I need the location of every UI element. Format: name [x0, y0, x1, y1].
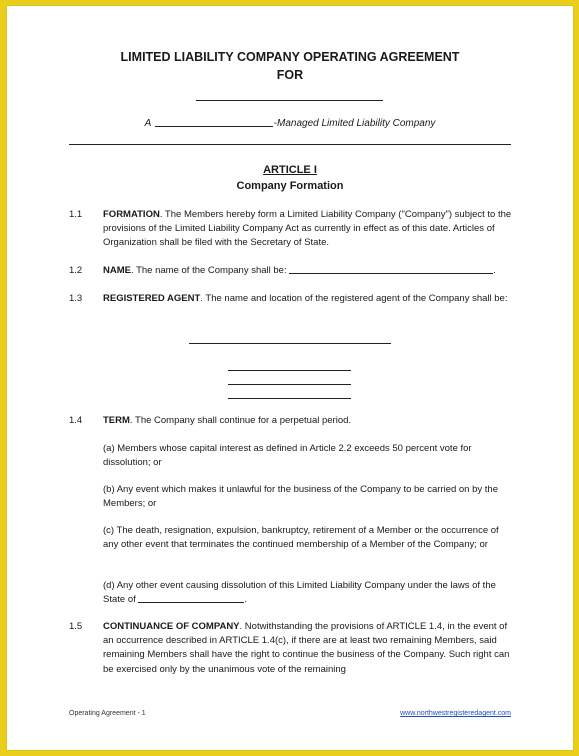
subtitle-prefix: A	[144, 118, 151, 129]
section-text: . The Company shall continue for a perpetual period.	[129, 415, 352, 426]
footer-page-label: Operating Agreement - 1	[69, 710, 146, 717]
agent-address-line	[228, 398, 351, 399]
section-name	[103, 264, 513, 278]
term-item-b: (b) Any event which makes it unlawful for the business of the Company to be carried on by the Members; or	[103, 484, 498, 510]
section-number: 1.2	[69, 265, 83, 276]
section-term	[103, 414, 513, 428]
section-heading: TERM	[103, 415, 130, 426]
article-title: ARTICLE I	[263, 164, 317, 176]
section-heading: NAME	[103, 265, 131, 276]
section-heading: REGISTERED AGENT	[103, 293, 201, 304]
company-name-blank	[196, 100, 383, 101]
section-formation	[103, 208, 513, 251]
term-item-d	[103, 579, 513, 607]
term-item-d-text: (d) Any other event causing dissolution of this Limited Liability Company under the laws of the State of	[103, 580, 496, 606]
section-heading: FORMATION	[103, 209, 160, 220]
subtitle-suffix: -Managed Limited Liability Company	[273, 118, 436, 129]
section-text: . The name of the Company shall be:	[130, 265, 287, 276]
document-subtitle	[7, 118, 573, 129]
section-heading: CONTINUANCE OF COMPANY	[103, 621, 240, 632]
section-number: 1.4	[69, 415, 83, 426]
agent-name-line	[189, 343, 391, 344]
section-text: . The name and location of the registered agent of the Company shall be:	[200, 293, 508, 304]
section-number: 1.3	[69, 293, 83, 304]
document-title-for: FOR	[276, 68, 304, 82]
document-page	[7, 6, 573, 750]
company-name-field	[289, 273, 493, 274]
section-end: .	[493, 265, 496, 276]
term-item-c: (c) The death, resignation, expulsion, bankruptcy, retirement of a Member or the occurrence of any other event that terminates the continued membership of a Member of the Company; or	[103, 525, 499, 551]
section-text: . The Members hereby form a Limited Liability Company ("Company") subject to the provisions of the Limited Liability Company Act as currently in effect as of this date. Articles of Organization shall be filed with the Secretary of State.	[103, 209, 512, 249]
article-subtitle: Company Formation	[236, 180, 344, 192]
header-divider	[69, 144, 511, 145]
section-number: 1.5	[69, 621, 83, 632]
term-item-d-end: .	[244, 594, 248, 606]
section-text: . Notwithstanding the provisions of ARTICLE 1.4, in the event of an occurrence described in ARTICLE 1.4(c), if there are at least two remaining Members, said remaining Members shall have the right to continue the business of the Company. Such right can be exercised only by the unanimous vote of the remaining	[103, 621, 510, 675]
section-registered-agent	[103, 292, 513, 306]
agent-address-line	[228, 370, 351, 371]
section-continuance	[103, 620, 513, 677]
manager-type-blank	[155, 126, 273, 127]
section-number: 1.1	[69, 209, 83, 220]
agent-address-line	[228, 384, 351, 385]
document-title: LIMITED LIABILITY COMPANY OPERATING AGREEMENT	[120, 50, 460, 64]
state-field	[138, 602, 244, 603]
footer-website-link[interactable]: www.northwestregisteredagent.com	[400, 710, 511, 717]
term-item-a: (a) Members whose capital interest as defined in Article 2.2 exceeds 50 percent vote for dissolution; or	[103, 443, 472, 469]
